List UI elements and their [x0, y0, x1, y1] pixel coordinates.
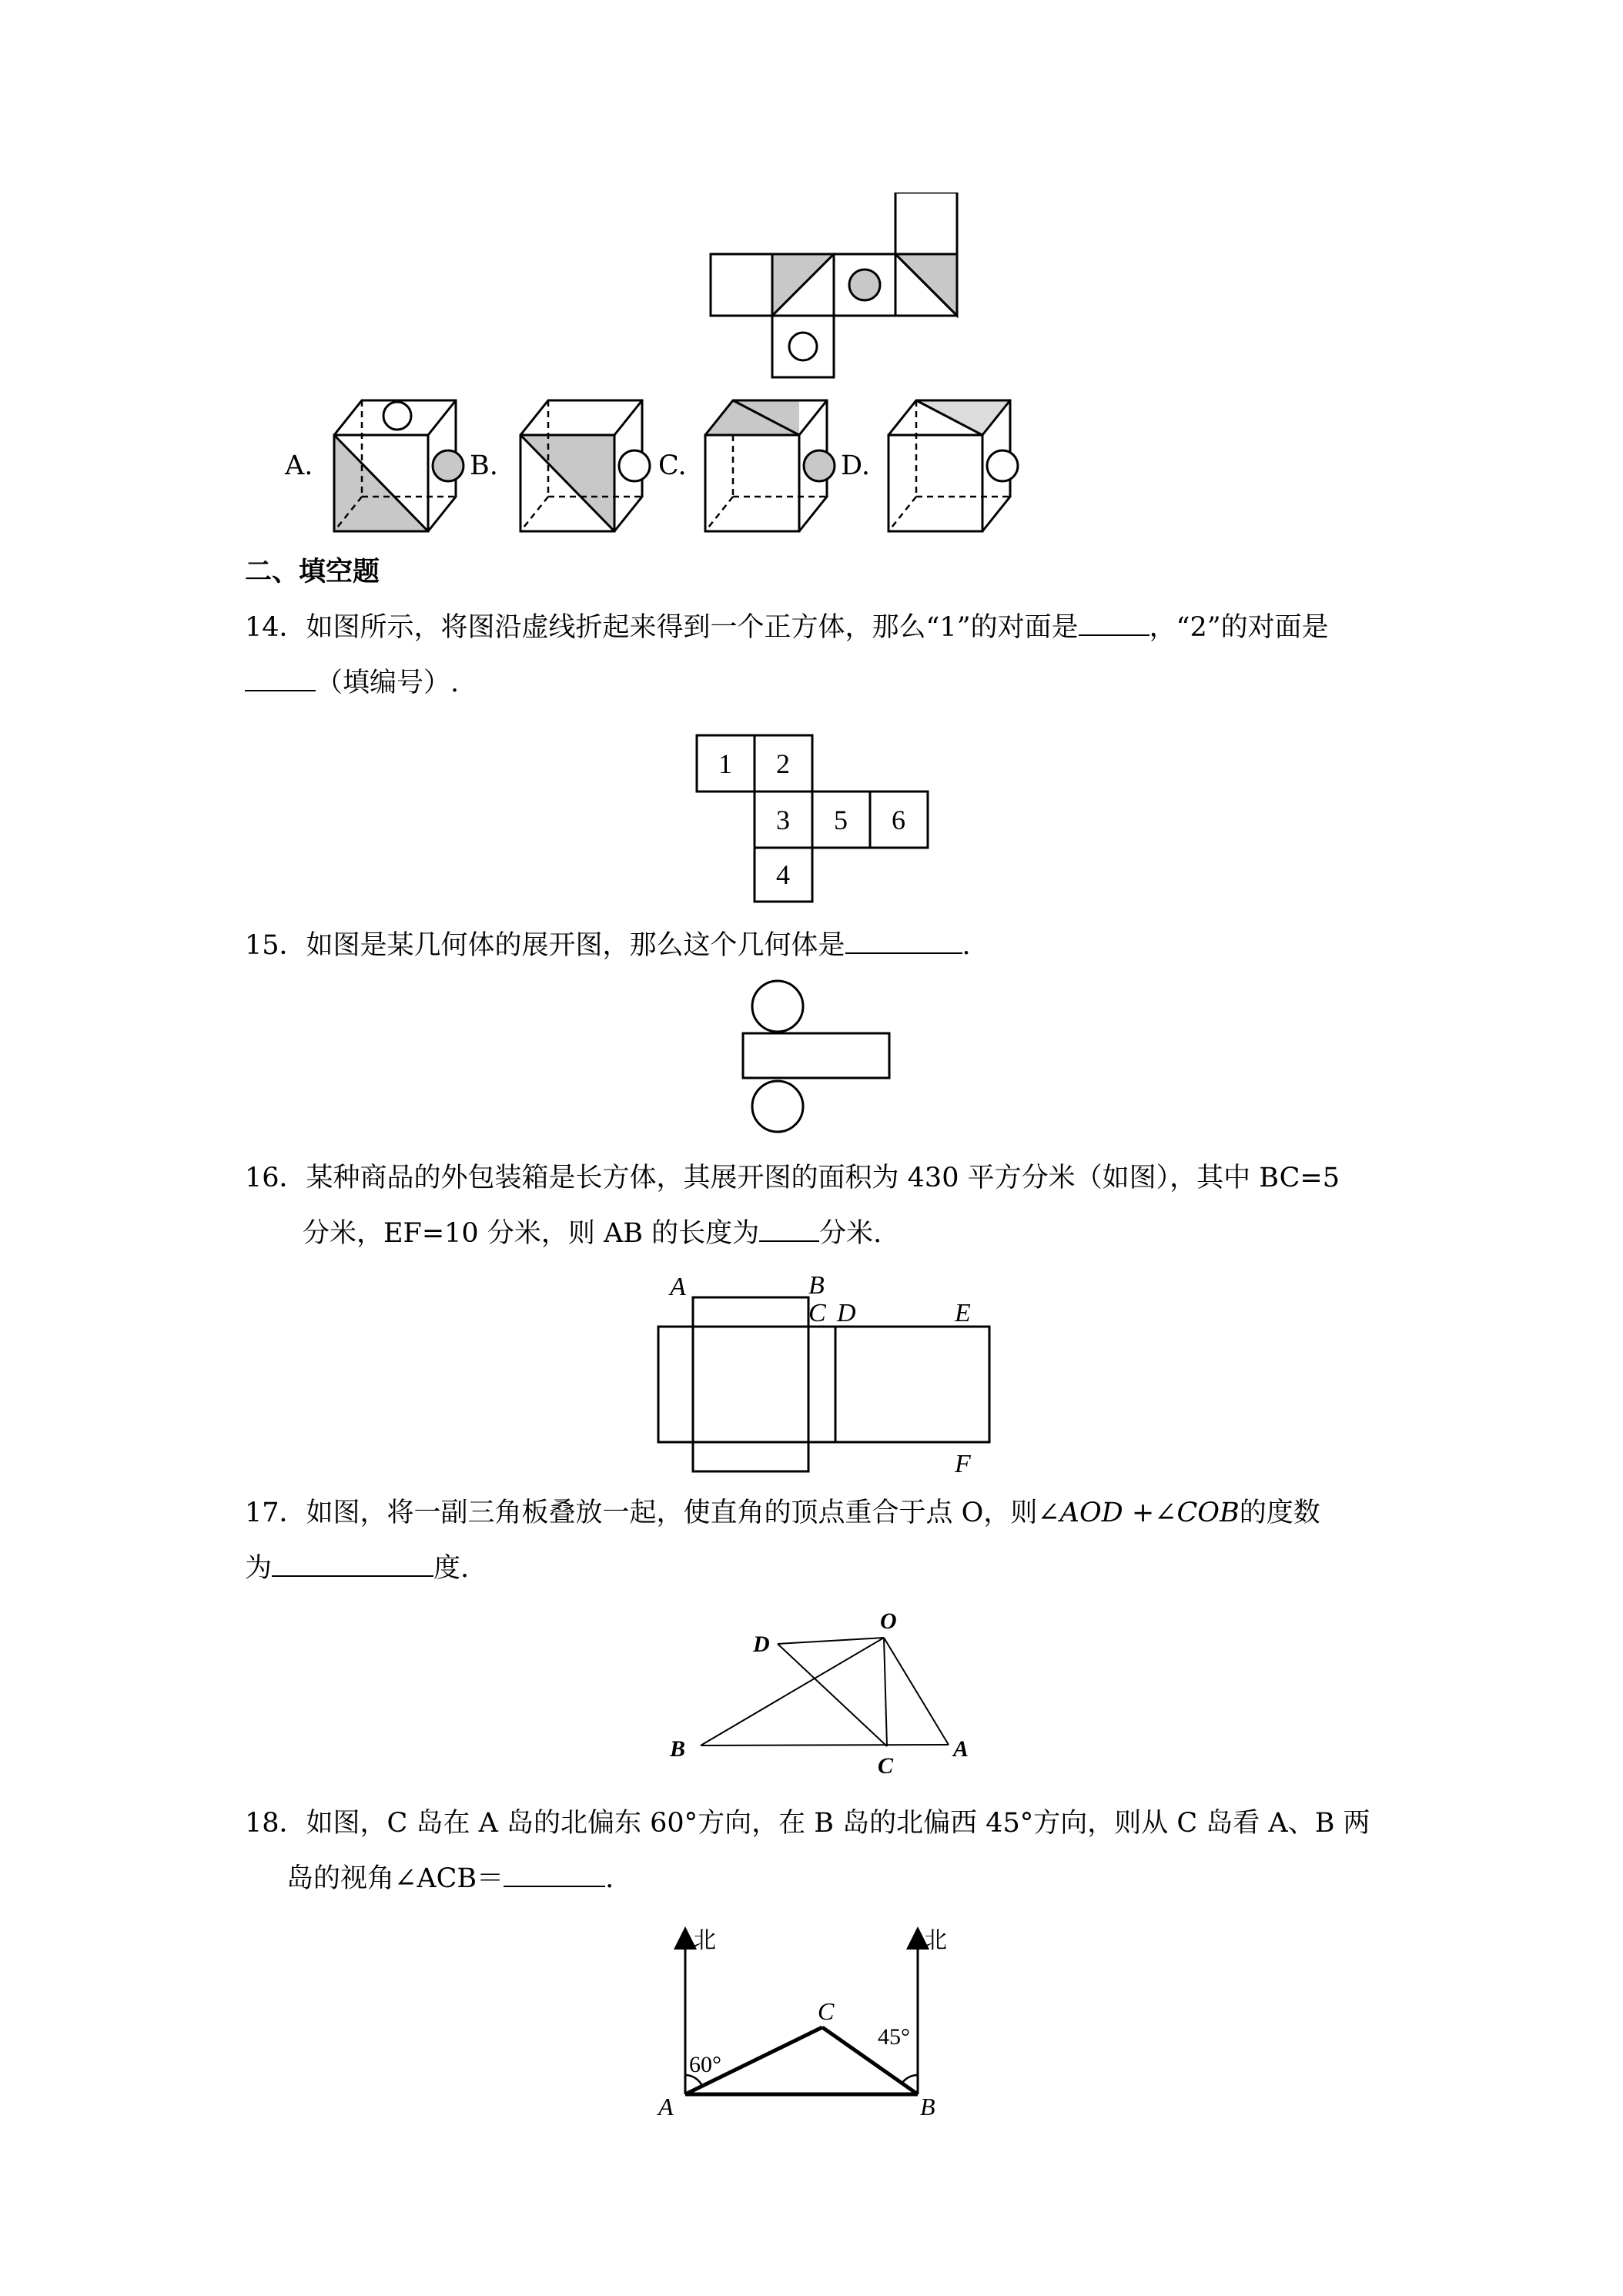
q18-text-b: . — [605, 1863, 614, 1894]
option-d-label: D. — [841, 450, 870, 481]
q16-box-net-figure — [647, 1270, 993, 1478]
q17-triangle-figure — [662, 1605, 986, 1782]
point-label: B — [920, 2093, 935, 2117]
shaded-circle — [804, 450, 835, 481]
q17-text-c: 为 — [245, 1553, 273, 1584]
answer-blank[interactable] — [1079, 608, 1149, 636]
net-label: 5 — [834, 805, 848, 835]
point-label: O — [880, 1608, 897, 1634]
q17-text-line2 — [245, 1549, 469, 1588]
q14-text-b: ，“2”的对面是 — [1149, 612, 1329, 643]
option-d-cube — [885, 389, 1032, 535]
net-label: 3 — [776, 805, 790, 835]
answer-blank[interactable] — [759, 1214, 819, 1242]
angle-label: 45° — [878, 2024, 910, 2050]
point-label: C — [808, 1299, 826, 1327]
option-a-cube — [331, 389, 477, 535]
net-square — [895, 192, 957, 254]
point-label: F — [955, 1450, 971, 1478]
q14-text-c: （填编号）. — [316, 668, 460, 698]
point-label: C — [818, 1997, 835, 2025]
net-label: 4 — [776, 859, 790, 890]
option-c-cube — [702, 389, 848, 535]
point-label: C — [878, 1753, 894, 1779]
q17-text-b: 的度数 — [1239, 1498, 1320, 1528]
point-label: A — [658, 2093, 674, 2117]
shaded-circle — [849, 269, 880, 300]
q14-net-figure — [693, 731, 939, 905]
shaded-circle — [433, 450, 463, 481]
option-b-label: B. — [470, 450, 498, 481]
net-label: 6 — [892, 805, 905, 835]
answer-blank[interactable] — [245, 664, 316, 691]
point-label: B — [670, 1736, 686, 1762]
q14-text-a: 14．如图所示，将图沿虚线折起来得到一个正方体，那么“1”的对面是 — [245, 612, 1079, 643]
q18-bearing-figure — [654, 1921, 978, 2117]
q16-text-b: 分米. — [819, 1218, 882, 1249]
point-label: D — [837, 1299, 856, 1327]
q17-text-a: 17．如图，将一副三角板叠放一起，使直角的顶点重合于点 O，则 — [245, 1498, 1038, 1528]
net-label: 2 — [776, 748, 790, 779]
section-heading: 二、填空题 — [245, 557, 380, 587]
q16-text-line1: 16．某种商品的外包装箱是长方体，其展开图的面积为 430 平方分米（如图），其中 BC=5 — [245, 1163, 1340, 1193]
answer-blank[interactable] — [504, 1859, 605, 1887]
open-circle — [619, 450, 650, 481]
q15-text-end: . — [962, 930, 971, 961]
net-square — [711, 254, 772, 316]
option-c-label: C. — [658, 450, 687, 481]
answer-blank[interactable] — [272, 1549, 433, 1577]
point-label: E — [955, 1299, 971, 1327]
q13-cube-net-figure — [708, 192, 962, 385]
q18-text-line1: 18．如图，C 岛在 A 岛的北偏东 60°方向，在 B 岛的北偏西 45°方向，则从 C 岛看 A、B 两 — [245, 1808, 1370, 1839]
q18-text-a: 岛的视角∠ACB＝ — [286, 1863, 504, 1894]
angle-label: 60° — [689, 2052, 721, 2077]
point-label: A — [670, 1273, 686, 1301]
open-circle — [987, 450, 1018, 481]
answer-blank[interactable] — [845, 926, 962, 954]
q14-text-line1 — [245, 608, 1329, 647]
open-circle — [383, 402, 411, 430]
north-label: 北 — [924, 1928, 947, 1953]
q17-math: ∠AOD +∠COB — [1037, 1498, 1240, 1528]
net-label: 1 — [718, 748, 732, 779]
option-b-cube — [517, 389, 664, 535]
q17-text-line1 — [245, 1494, 1320, 1532]
q14-text-line2 — [245, 664, 459, 702]
q15-text — [245, 926, 971, 965]
q18-text-line2 — [286, 1859, 614, 1898]
q15-cylinder-net-figure — [735, 978, 897, 1140]
shaded-triangle — [772, 254, 834, 316]
option-a-label: A. — [285, 450, 313, 481]
q16-text-line2 — [303, 1214, 882, 1253]
q15-text-a: 15．如图是某几何体的展开图，那么这个几何体是 — [245, 930, 845, 961]
q17-text-d: 度. — [433, 1553, 470, 1584]
q16-text-a: 分米，EF=10 分米，则 AB 的长度为 — [303, 1218, 760, 1249]
point-label: D — [753, 1632, 770, 1657]
open-circle — [789, 333, 817, 360]
north-label: 北 — [693, 1928, 716, 1953]
point-label: B — [808, 1271, 825, 1300]
point-label: A — [953, 1736, 969, 1762]
